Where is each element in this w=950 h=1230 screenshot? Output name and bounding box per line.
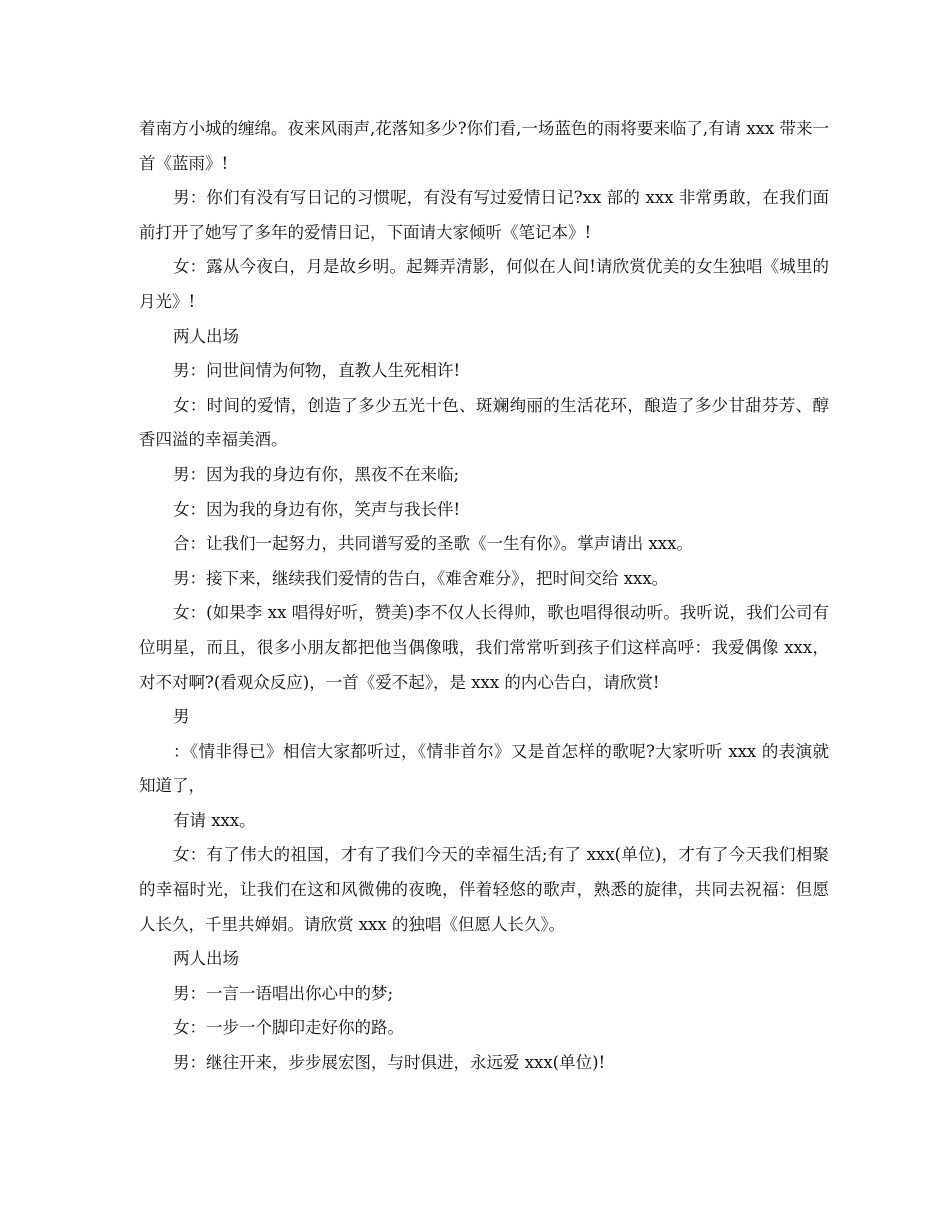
paragraph: 男：一言一语唱出你心中的梦;	[173, 983, 394, 1003]
document-body	[139, 112, 829, 1081]
paragraph: 男：问世间情为何物，直教人生死相许!	[173, 361, 461, 381]
paragraph: 男：你们有没有写日记的习惯呢，有没有写过爱情日记?xx 部的 xxx 非常勇敢，在我们面前打开了她写了多年的爱情日记，下面请大家倾听《笔记本》!	[139, 188, 829, 242]
paragraph: 男：接下来，继续我们爱情的告白，《难舍难分》，把时间交给 xxx。	[173, 568, 669, 588]
paragraph: 女：露从今夜白，月是故乡明。起舞弄清影，何似在人间!请欣赏优美的女生独唱《城里的月光》!	[139, 257, 829, 311]
paragraph: 女：一步一个脚印走好你的路。	[173, 1018, 404, 1038]
paragraph: 男：继往开来，步步展宏图，与时俱进，永远爱 xxx(单位)!	[173, 1053, 606, 1073]
paragraph: 女：时间的爱情，创造了多少五光十色、斑斓绚丽的生活花环，酿造了多少甘甜芬芳、醇香四溢的幸福美酒。	[139, 395, 829, 450]
paragraph: 女：因为我的身边有你，笑声与我长伴!	[173, 499, 461, 519]
paragraph: ：《情非得已》相信大家都听过，《情非首尔》又是首怎样的歌呢?大家听听 xxx 的表演就知道了，	[139, 741, 829, 796]
paragraph: 合：让我们一起努力，共同谱写爱的圣歌《一生有你》。掌声请出 xxx。	[173, 534, 693, 554]
paragraph: 女：有了伟大的祖国，才有了我们今天的幸福生活;有了 xxx(单位)，才有了今天我们相聚的幸福时光，让我们在这和风微佛的夜晚，伴着轻悠的歌声，熟悉的旋律，共同去祝福：但愿人长久，千里共婵娟。请欣赏 xxx 的独唱《但愿人长久》。	[139, 845, 829, 934]
paragraph: 有请 xxx。	[173, 810, 256, 830]
paragraph: 两人出场	[173, 949, 239, 969]
paragraph: 两人出场	[173, 326, 239, 346]
paragraph: 女：(如果李 xx 唱得好听，赞美)李不仅人长得帅，歌也唱得很动听。我听说，我们公司有位明星，而且，很多小朋友都把他当偶像哦，我们常常听到孩子们这样高呼：我爱偶像 xxx，对不对啊?(看观众反应)，一首《爱不起》，是 xxx 的内心告白，请欣赏!	[139, 603, 829, 692]
paragraph: 着南方小城的缠绵。夜来风雨声,花落知多少?你们看,一场蓝色的雨将要来临了,有请 xxx 带来一首《蓝雨》!	[139, 119, 829, 173]
paragraph: 男	[173, 707, 190, 727]
paragraph: 男：因为我的身边有你，黑夜不在来临;	[173, 464, 460, 484]
